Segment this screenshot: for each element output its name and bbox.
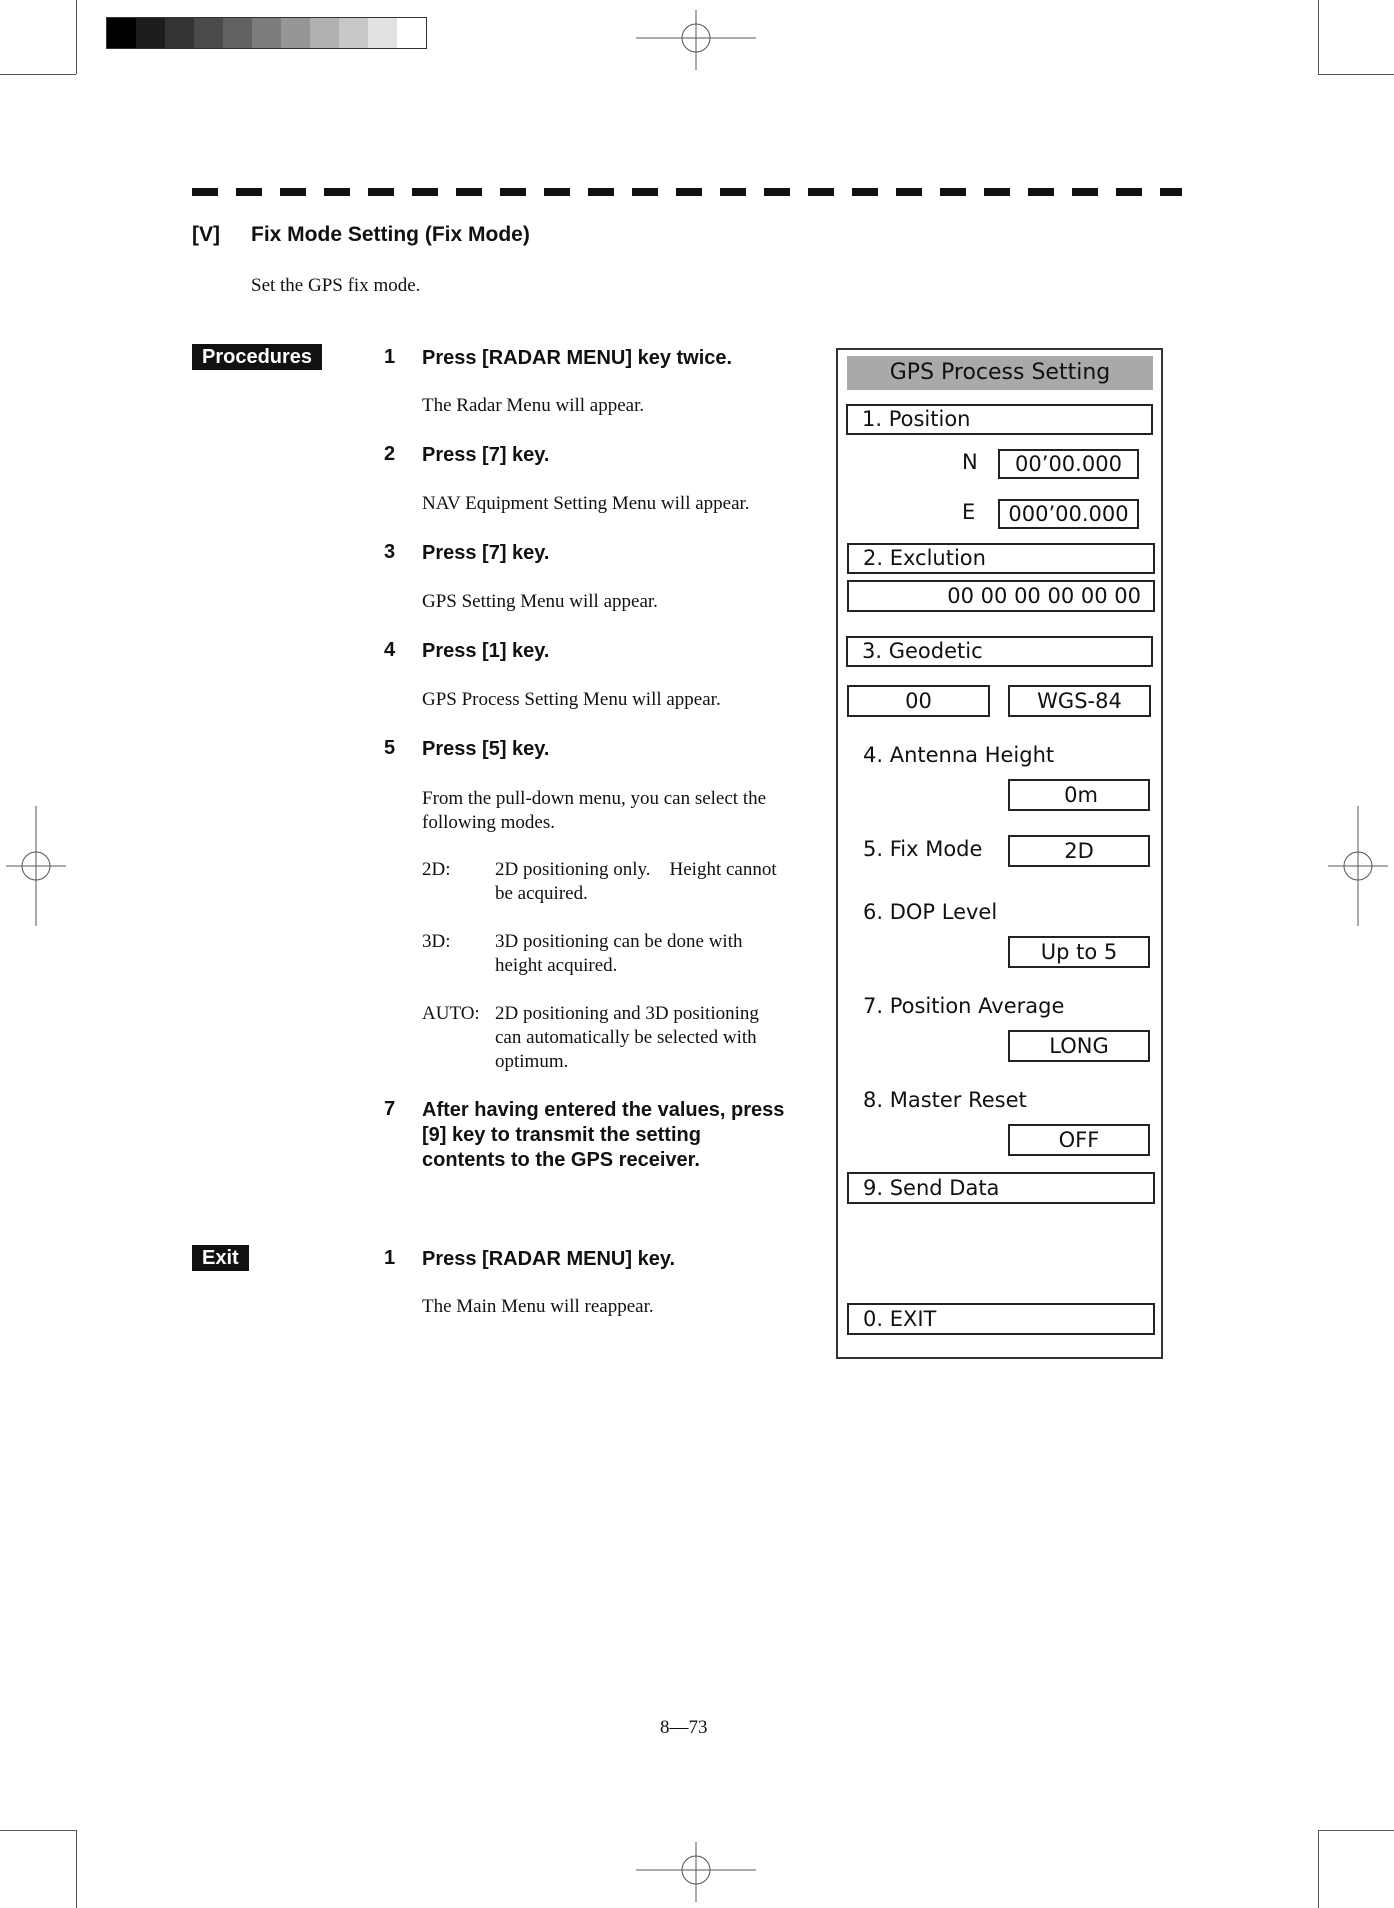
menu-item-position[interactable]: 1. Position [846, 404, 1153, 435]
gray-scale-strip [106, 17, 427, 49]
section-title: Fix Mode Setting (Fix Mode) [251, 223, 530, 246]
menu-item-antenna-height[interactable]: 4. Antenna Height [863, 743, 1055, 767]
step-description: GPS Process Setting Menu will appear. [422, 689, 721, 710]
menu-item-geodetic[interactable]: 3. Geodetic [846, 636, 1153, 667]
menu-item-exclution[interactable]: 2. Exclution [847, 543, 1155, 574]
page-number: 8―73 [660, 1717, 708, 1738]
exit-badge: Exit [192, 1245, 249, 1271]
menu-item-master-reset[interactable]: 8. Master Reset [863, 1088, 1027, 1112]
crop-mark [1318, 0, 1319, 74]
crop-mark [1318, 1830, 1394, 1831]
mode-key: 2D: [422, 859, 451, 880]
section-marker: [V] [192, 223, 220, 246]
step-description: NAV Equipment Setting Menu will appear. [422, 493, 750, 514]
step-title: Press [5] key. [422, 738, 550, 760]
section-intro: Set the GPS fix mode. [251, 275, 421, 296]
step-number: 2 [384, 443, 396, 465]
step-description: From the pull-down menu, you can select the [422, 788, 767, 809]
step-number: 4 [384, 639, 396, 661]
menu-item-send-data[interactable]: 9. Send Data [847, 1172, 1155, 1204]
mode-key: AUTO: [422, 1003, 480, 1024]
registration-mark-top [636, 10, 756, 70]
registration-mark-right [1328, 806, 1388, 926]
mode-desc: height acquired. [495, 955, 618, 976]
procedures-badge: Procedures [192, 344, 322, 370]
mode-desc: 2D positioning and 3D positioning [495, 1003, 759, 1024]
latitude-field[interactable]: 00’00.000 [998, 449, 1139, 479]
menu-item-dop-level[interactable]: 6. DOP Level [863, 900, 998, 924]
step-title: Press [1] key. [422, 640, 550, 662]
mode-desc: 3D positioning can be done with [495, 931, 743, 952]
dashed-section-rule [192, 188, 1182, 196]
crop-mark [0, 1830, 76, 1831]
master-reset-field[interactable]: OFF [1008, 1124, 1150, 1156]
registration-mark-bottom [636, 1842, 756, 1902]
step-number: 7 [384, 1098, 396, 1120]
step-number: 1 [384, 1247, 396, 1269]
menu-item-position-average[interactable]: 7. Position Average [863, 994, 1065, 1018]
mode-desc: be acquired. [495, 883, 588, 904]
step-title: Press [7] key. [422, 444, 550, 466]
crop-mark [76, 1830, 77, 1908]
mode-desc: 2D positioning only. Height cannot [495, 859, 777, 880]
registration-mark-left [6, 806, 66, 926]
step-title: [9] key to transmit the setting [422, 1124, 701, 1146]
geodetic-datum-field[interactable]: WGS-84 [1008, 685, 1151, 717]
step-description: GPS Setting Menu will appear. [422, 591, 658, 612]
position-average-field[interactable]: LONG [1008, 1030, 1150, 1062]
menu-item-exit[interactable]: 0. EXIT [847, 1303, 1155, 1335]
mode-key: 3D: [422, 931, 451, 952]
dop-level-field[interactable]: Up to 5 [1008, 936, 1150, 968]
step-number: 1 [384, 346, 396, 368]
panel-title: GPS Process Setting [847, 356, 1153, 390]
mode-desc: can automatically be selected with [495, 1027, 757, 1048]
step-title: Press [7] key. [422, 542, 550, 564]
crop-mark [76, 0, 77, 74]
north-label: N [962, 450, 978, 474]
geodetic-code-field[interactable]: 00 [847, 685, 990, 717]
crop-mark [0, 74, 76, 75]
mode-desc: optimum. [495, 1051, 569, 1072]
antenna-height-field[interactable]: 0m [1008, 779, 1150, 811]
step-description: The Radar Menu will appear. [422, 395, 645, 416]
menu-item-fix-mode[interactable]: 5. Fix Mode [863, 837, 983, 861]
step-title: After having entered the values, press [422, 1099, 785, 1121]
step-number: 3 [384, 541, 396, 563]
step-number: 5 [384, 737, 396, 759]
crop-mark [1318, 74, 1394, 75]
step-description: The Main Menu will reappear. [422, 1296, 654, 1317]
fix-mode-field[interactable]: 2D [1008, 835, 1150, 867]
step-title: Press [RADAR MENU] key twice. [422, 347, 733, 369]
exclution-field[interactable]: 00 00 00 00 00 00 [847, 580, 1155, 612]
step-title: Press [RADAR MENU] key. [422, 1248, 676, 1270]
step-description: following modes. [422, 812, 555, 833]
east-label: E [962, 500, 976, 524]
crop-mark [1318, 1830, 1319, 1908]
longitude-field[interactable]: 000’00.000 [998, 499, 1139, 529]
step-title: contents to the GPS receiver. [422, 1149, 700, 1171]
